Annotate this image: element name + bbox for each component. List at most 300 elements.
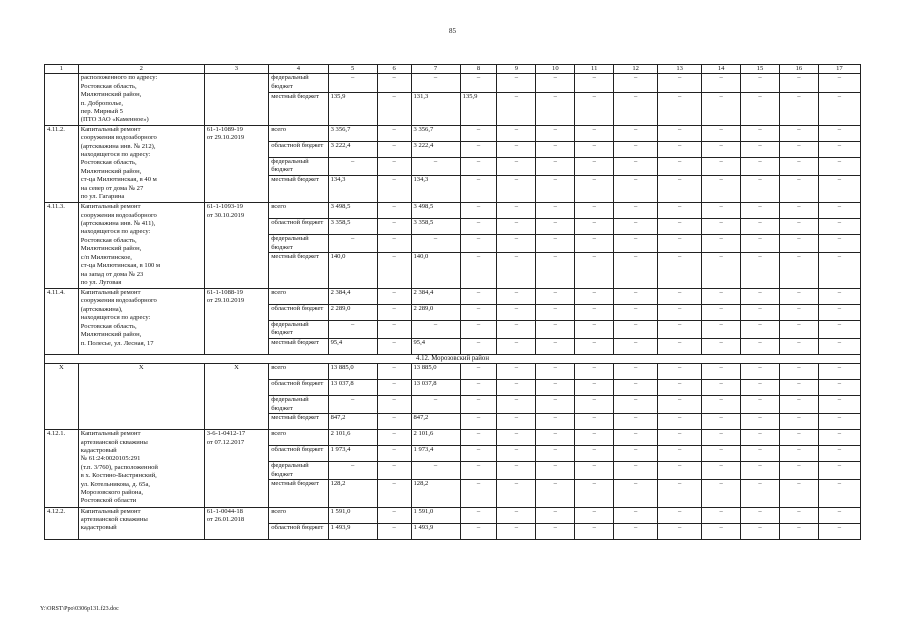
value-col7: 2 384,4	[411, 289, 460, 305]
value-col9: –	[497, 321, 536, 339]
value-col13: –	[658, 74, 702, 92]
footer-path: Y:\ORST\Ppo\0306p131.f23.doc	[40, 606, 119, 612]
column-number: 13	[658, 65, 702, 74]
value-col13: –	[658, 92, 702, 125]
value-col14: –	[702, 141, 741, 157]
value-col6: –	[377, 289, 411, 305]
value-col12: –	[614, 175, 658, 203]
funding-source: всего	[269, 430, 328, 446]
value-col16: –	[779, 414, 818, 430]
value-col15: –	[741, 321, 780, 339]
funding-source: всего	[269, 507, 328, 523]
funding-source: местный бюджет	[269, 175, 328, 203]
value-col13: –	[658, 479, 702, 507]
funding-source: федеральный бюджет	[269, 462, 328, 480]
value-col15: –	[741, 157, 780, 175]
value-col6: –	[377, 430, 411, 446]
value-col14: –	[702, 235, 741, 253]
value-col10: –	[536, 430, 575, 446]
value-col8: –	[460, 380, 497, 396]
value-col17: –	[818, 92, 860, 125]
value-col7: 131,3	[411, 92, 460, 125]
item-number: 4.12.1.	[45, 430, 79, 507]
value-col12: –	[614, 364, 658, 380]
value-col5: 1 973,4	[328, 446, 377, 462]
value-col11: –	[575, 396, 614, 414]
value-col12: –	[614, 203, 658, 219]
column-number: 11	[575, 65, 614, 74]
value-col12: –	[614, 462, 658, 480]
value-col6: –	[377, 396, 411, 414]
value-col14: –	[702, 157, 741, 175]
value-col14: –	[702, 479, 741, 507]
item-document: 61-1-1093-19 от 30.10.2019	[204, 203, 269, 289]
value-col11: –	[575, 253, 614, 289]
value-col5: 128,2	[328, 479, 377, 507]
value-col5: 3 498,5	[328, 203, 377, 219]
item-document: 61-1-0044-18 от 26.01.2018	[204, 507, 269, 539]
value-col10: –	[536, 380, 575, 396]
value-col16: –	[779, 175, 818, 203]
value-col14: –	[702, 523, 741, 539]
value-col7: 2 289,0	[411, 305, 460, 321]
value-col7: –	[411, 462, 460, 480]
value-col15: –	[741, 462, 780, 480]
value-col10: –	[536, 203, 575, 219]
value-col14: –	[702, 219, 741, 235]
value-col5: –	[328, 462, 377, 480]
value-col17: –	[818, 219, 860, 235]
value-col14: –	[702, 125, 741, 141]
value-col5: –	[328, 74, 377, 92]
value-col6: –	[377, 92, 411, 125]
value-col14: –	[702, 289, 741, 305]
value-col8: –	[460, 479, 497, 507]
value-col7: 13 037,8	[411, 380, 460, 396]
item-name: Капитальный ремонт сооружения водозаборного (артскважина инв. № 411), находящегося по адресу: Ростовская область, Милютинский район, с/п Милютинское, ст-ца Милютинская, в 100 м на запад от дома № 23 по ул. Луговая	[78, 203, 204, 289]
value-col10: –	[536, 289, 575, 305]
value-col15: –	[741, 338, 780, 354]
value-col11: –	[575, 462, 614, 480]
value-col9: –	[497, 203, 536, 219]
value-col6: –	[377, 253, 411, 289]
funding-source: федеральный бюджет	[269, 157, 328, 175]
value-col5: 13 885,0	[328, 364, 377, 380]
table-row	[45, 430, 861, 446]
value-col8: –	[460, 125, 497, 141]
value-col11: –	[575, 446, 614, 462]
value-col17: –	[818, 338, 860, 354]
value-col16: –	[779, 305, 818, 321]
value-col9: –	[497, 125, 536, 141]
funding-source: местный бюджет	[269, 338, 328, 354]
value-col7: –	[411, 74, 460, 92]
value-col8: –	[460, 203, 497, 219]
value-col8: –	[460, 175, 497, 203]
value-col12: –	[614, 507, 658, 523]
value-col17: –	[818, 253, 860, 289]
item-document: 61-1-1089-19 от 29.10.2019	[204, 125, 269, 202]
value-col17: –	[818, 380, 860, 396]
value-col13: –	[658, 321, 702, 339]
value-col10: –	[536, 396, 575, 414]
value-col5: –	[328, 157, 377, 175]
value-col17: –	[818, 479, 860, 507]
value-col5: 134,3	[328, 175, 377, 203]
value-col13: –	[658, 446, 702, 462]
value-col10: –	[536, 338, 575, 354]
value-col13: –	[658, 305, 702, 321]
value-col16: –	[779, 203, 818, 219]
value-col6: –	[377, 235, 411, 253]
value-col15: –	[741, 175, 780, 203]
value-col9: –	[497, 219, 536, 235]
value-col6: –	[377, 125, 411, 141]
item-number	[45, 74, 79, 125]
value-col7: 134,3	[411, 175, 460, 203]
value-col7: 3 356,7	[411, 125, 460, 141]
value-col10: –	[536, 364, 575, 380]
item-name: Капитальный ремонт сооружения водозаборного (артскважина), находящегося по адресу: Ростовская область, Милютинский район, п. Полесье, ул. Лесная, 17	[78, 289, 204, 355]
item-name: Капитальный ремонт сооружения водозаборного (артскважина инв. № 212), находящегося по адресу: Ростовская область, Милютинский район, ст-ца Милютинская, в 40 м на север от дома № 27 по ул. Гагарина	[78, 125, 204, 202]
value-col10: –	[536, 523, 575, 539]
funding-source: областной бюджет	[269, 219, 328, 235]
value-col7: 3 358,5	[411, 219, 460, 235]
value-col11: –	[575, 507, 614, 523]
value-col10: –	[536, 414, 575, 430]
value-col12: –	[614, 479, 658, 507]
value-col13: –	[658, 125, 702, 141]
value-col11: –	[575, 203, 614, 219]
value-col12: –	[614, 338, 658, 354]
value-col10: –	[536, 175, 575, 203]
value-col17: –	[818, 321, 860, 339]
value-col10: –	[536, 219, 575, 235]
value-col10: –	[536, 157, 575, 175]
item-number: 4.11.3.	[45, 203, 79, 289]
value-col15: –	[741, 253, 780, 289]
value-col17: –	[818, 235, 860, 253]
value-col8: –	[460, 430, 497, 446]
value-col9: –	[497, 141, 536, 157]
value-col17: –	[818, 414, 860, 430]
value-col16: –	[779, 462, 818, 480]
value-col6: –	[377, 507, 411, 523]
value-col9: –	[497, 479, 536, 507]
item-number: 4.11.4.	[45, 289, 79, 355]
value-col7: –	[411, 396, 460, 414]
value-col12: –	[614, 253, 658, 289]
value-col9: –	[497, 396, 536, 414]
value-col15: –	[741, 414, 780, 430]
value-col6: –	[377, 219, 411, 235]
value-col8: –	[460, 305, 497, 321]
value-col6: –	[377, 414, 411, 430]
value-col15: –	[741, 523, 780, 539]
value-col13: –	[658, 141, 702, 157]
value-col9: –	[497, 289, 536, 305]
column-number: 3	[204, 65, 269, 74]
value-col11: –	[575, 430, 614, 446]
value-col16: –	[779, 92, 818, 125]
value-col7: 3 498,5	[411, 203, 460, 219]
value-col8: 135,9	[460, 92, 497, 125]
item-document: Х	[204, 364, 269, 430]
value-col11: –	[575, 414, 614, 430]
column-number: 4	[269, 65, 328, 74]
column-number: 9	[497, 65, 536, 74]
value-col8: –	[460, 219, 497, 235]
value-col17: –	[818, 74, 860, 92]
value-col9: –	[497, 446, 536, 462]
value-col7: 1 973,4	[411, 446, 460, 462]
funding-source: федеральный бюджет	[269, 396, 328, 414]
value-col13: –	[658, 235, 702, 253]
value-col16: –	[779, 125, 818, 141]
value-col11: –	[575, 479, 614, 507]
value-col5: 2 289,0	[328, 305, 377, 321]
value-col15: –	[741, 203, 780, 219]
value-col17: –	[818, 141, 860, 157]
value-col9: –	[497, 507, 536, 523]
value-col14: –	[702, 380, 741, 396]
value-col5: –	[328, 235, 377, 253]
page-number: 85	[449, 27, 456, 35]
value-col10: –	[536, 446, 575, 462]
value-col7: –	[411, 235, 460, 253]
table-header-row	[45, 65, 861, 74]
value-col7: 95,4	[411, 338, 460, 354]
value-col13: –	[658, 219, 702, 235]
value-col13: –	[658, 175, 702, 203]
value-col15: –	[741, 219, 780, 235]
value-col13: –	[658, 289, 702, 305]
value-col11: –	[575, 523, 614, 539]
column-number: 7	[411, 65, 460, 74]
table-row	[45, 125, 861, 141]
value-col6: –	[377, 338, 411, 354]
value-col8: –	[460, 364, 497, 380]
value-col5: –	[328, 396, 377, 414]
value-col5: 2 384,4	[328, 289, 377, 305]
column-number: 2	[78, 65, 204, 74]
value-col9: –	[497, 305, 536, 321]
value-col17: –	[818, 462, 860, 480]
funding-source: местный бюджет	[269, 479, 328, 507]
funding-source: местный бюджет	[269, 253, 328, 289]
value-col8: –	[460, 523, 497, 539]
value-col9: –	[497, 523, 536, 539]
table-row	[45, 507, 861, 523]
funding-source: областной бюджет	[269, 141, 328, 157]
value-col13: –	[658, 203, 702, 219]
value-col16: –	[779, 321, 818, 339]
value-col5: 135,9	[328, 92, 377, 125]
value-col11: –	[575, 141, 614, 157]
value-col15: –	[741, 92, 780, 125]
value-col15: –	[741, 396, 780, 414]
value-col5: 1 591,0	[328, 507, 377, 523]
value-col15: –	[741, 430, 780, 446]
value-col14: –	[702, 338, 741, 354]
value-col7: 140,0	[411, 253, 460, 289]
value-col13: –	[658, 523, 702, 539]
value-col9: –	[497, 175, 536, 203]
value-col13: –	[658, 507, 702, 523]
value-col15: –	[741, 141, 780, 157]
value-col9: –	[497, 92, 536, 125]
value-col5: –	[328, 321, 377, 339]
value-col9: –	[497, 414, 536, 430]
item-name: Х	[78, 364, 204, 430]
value-col11: –	[575, 321, 614, 339]
value-col14: –	[702, 92, 741, 125]
column-number: 15	[741, 65, 780, 74]
budget-table	[44, 64, 861, 540]
value-col12: –	[614, 396, 658, 414]
value-col5: 1 493,9	[328, 523, 377, 539]
value-col7: 128,2	[411, 479, 460, 507]
value-col17: –	[818, 446, 860, 462]
column-number: 12	[614, 65, 658, 74]
value-col15: –	[741, 380, 780, 396]
funding-source: федеральный бюджет	[269, 74, 328, 92]
value-col16: –	[779, 430, 818, 446]
column-number: 6	[377, 65, 411, 74]
funding-source: областной бюджет	[269, 523, 328, 539]
column-number: 5	[328, 65, 377, 74]
value-col16: –	[779, 523, 818, 539]
value-col8: –	[460, 157, 497, 175]
value-col8: –	[460, 414, 497, 430]
value-col7: 1 591,0	[411, 507, 460, 523]
value-col13: –	[658, 462, 702, 480]
value-col14: –	[702, 396, 741, 414]
funding-source: местный бюджет	[269, 92, 328, 125]
value-col5: 3 358,5	[328, 219, 377, 235]
value-col6: –	[377, 157, 411, 175]
funding-source: областной бюджет	[269, 305, 328, 321]
value-col11: –	[575, 125, 614, 141]
value-col6: –	[377, 479, 411, 507]
value-col6: –	[377, 203, 411, 219]
funding-source: областной бюджет	[269, 446, 328, 462]
value-col16: –	[779, 157, 818, 175]
value-col17: –	[818, 523, 860, 539]
value-col11: –	[575, 364, 614, 380]
value-col11: –	[575, 289, 614, 305]
value-col7: 3 222,4	[411, 141, 460, 157]
value-col14: –	[702, 74, 741, 92]
value-col10: –	[536, 305, 575, 321]
item-document	[204, 74, 269, 125]
value-col17: –	[818, 430, 860, 446]
value-col12: –	[614, 523, 658, 539]
value-col6: –	[377, 74, 411, 92]
value-col5: 95,4	[328, 338, 377, 354]
value-col17: –	[818, 175, 860, 203]
value-col11: –	[575, 235, 614, 253]
value-col10: –	[536, 507, 575, 523]
value-col14: –	[702, 253, 741, 289]
column-number: 17	[818, 65, 860, 74]
value-col11: –	[575, 74, 614, 92]
value-col10: –	[536, 141, 575, 157]
column-number: 16	[779, 65, 818, 74]
item-name: Капитальный ремонт артезианской скважины кадастровый № 61:24:0020105:291 (т.п. 3/760), расположенной в х. Костино-Быстрянский, ул. Котельникова, д. 65а, Морозовского района, Ростовской области	[78, 430, 204, 507]
value-col15: –	[741, 125, 780, 141]
value-col12: –	[614, 414, 658, 430]
value-col14: –	[702, 414, 741, 430]
value-col13: –	[658, 430, 702, 446]
column-number: 14	[702, 65, 741, 74]
value-col17: –	[818, 507, 860, 523]
value-col6: –	[377, 446, 411, 462]
value-col16: –	[779, 507, 818, 523]
value-col8: –	[460, 446, 497, 462]
value-col7: 847,2	[411, 414, 460, 430]
value-col12: –	[614, 125, 658, 141]
value-col7: 13 885,0	[411, 364, 460, 380]
item-number: 4.12.2.	[45, 507, 79, 539]
value-col10: –	[536, 321, 575, 339]
value-col8: –	[460, 141, 497, 157]
value-col15: –	[741, 507, 780, 523]
region-row	[45, 354, 861, 363]
value-col13: –	[658, 380, 702, 396]
value-col10: –	[536, 74, 575, 92]
funding-source: всего	[269, 203, 328, 219]
value-col16: –	[779, 141, 818, 157]
column-number: 10	[536, 65, 575, 74]
value-col12: –	[614, 235, 658, 253]
value-col16: –	[779, 396, 818, 414]
value-col14: –	[702, 305, 741, 321]
value-col12: –	[614, 289, 658, 305]
value-col12: –	[614, 446, 658, 462]
value-col9: –	[497, 364, 536, 380]
value-col10: –	[536, 125, 575, 141]
value-col13: –	[658, 338, 702, 354]
value-col16: –	[779, 338, 818, 354]
value-col17: –	[818, 203, 860, 219]
value-col5: 847,2	[328, 414, 377, 430]
value-col11: –	[575, 157, 614, 175]
table-row	[45, 289, 861, 305]
value-col8: –	[460, 462, 497, 480]
column-number: 1	[45, 65, 79, 74]
value-col5: 13 037,8	[328, 380, 377, 396]
value-col12: –	[614, 141, 658, 157]
value-col8: –	[460, 289, 497, 305]
value-col14: –	[702, 175, 741, 203]
value-col17: –	[818, 364, 860, 380]
value-col15: –	[741, 305, 780, 321]
value-col12: –	[614, 430, 658, 446]
value-col13: –	[658, 396, 702, 414]
value-col10: –	[536, 253, 575, 289]
value-col7: 1 493,9	[411, 523, 460, 539]
value-col8: –	[460, 338, 497, 354]
value-col6: –	[377, 364, 411, 380]
item-document: 3-6-1-0412-17 от 07.12.2017	[204, 430, 269, 507]
value-col6: –	[377, 523, 411, 539]
value-col11: –	[575, 380, 614, 396]
value-col6: –	[377, 175, 411, 203]
funding-source: федеральный бюджет	[269, 235, 328, 253]
value-col5: 140,0	[328, 253, 377, 289]
funding-source: всего	[269, 289, 328, 305]
